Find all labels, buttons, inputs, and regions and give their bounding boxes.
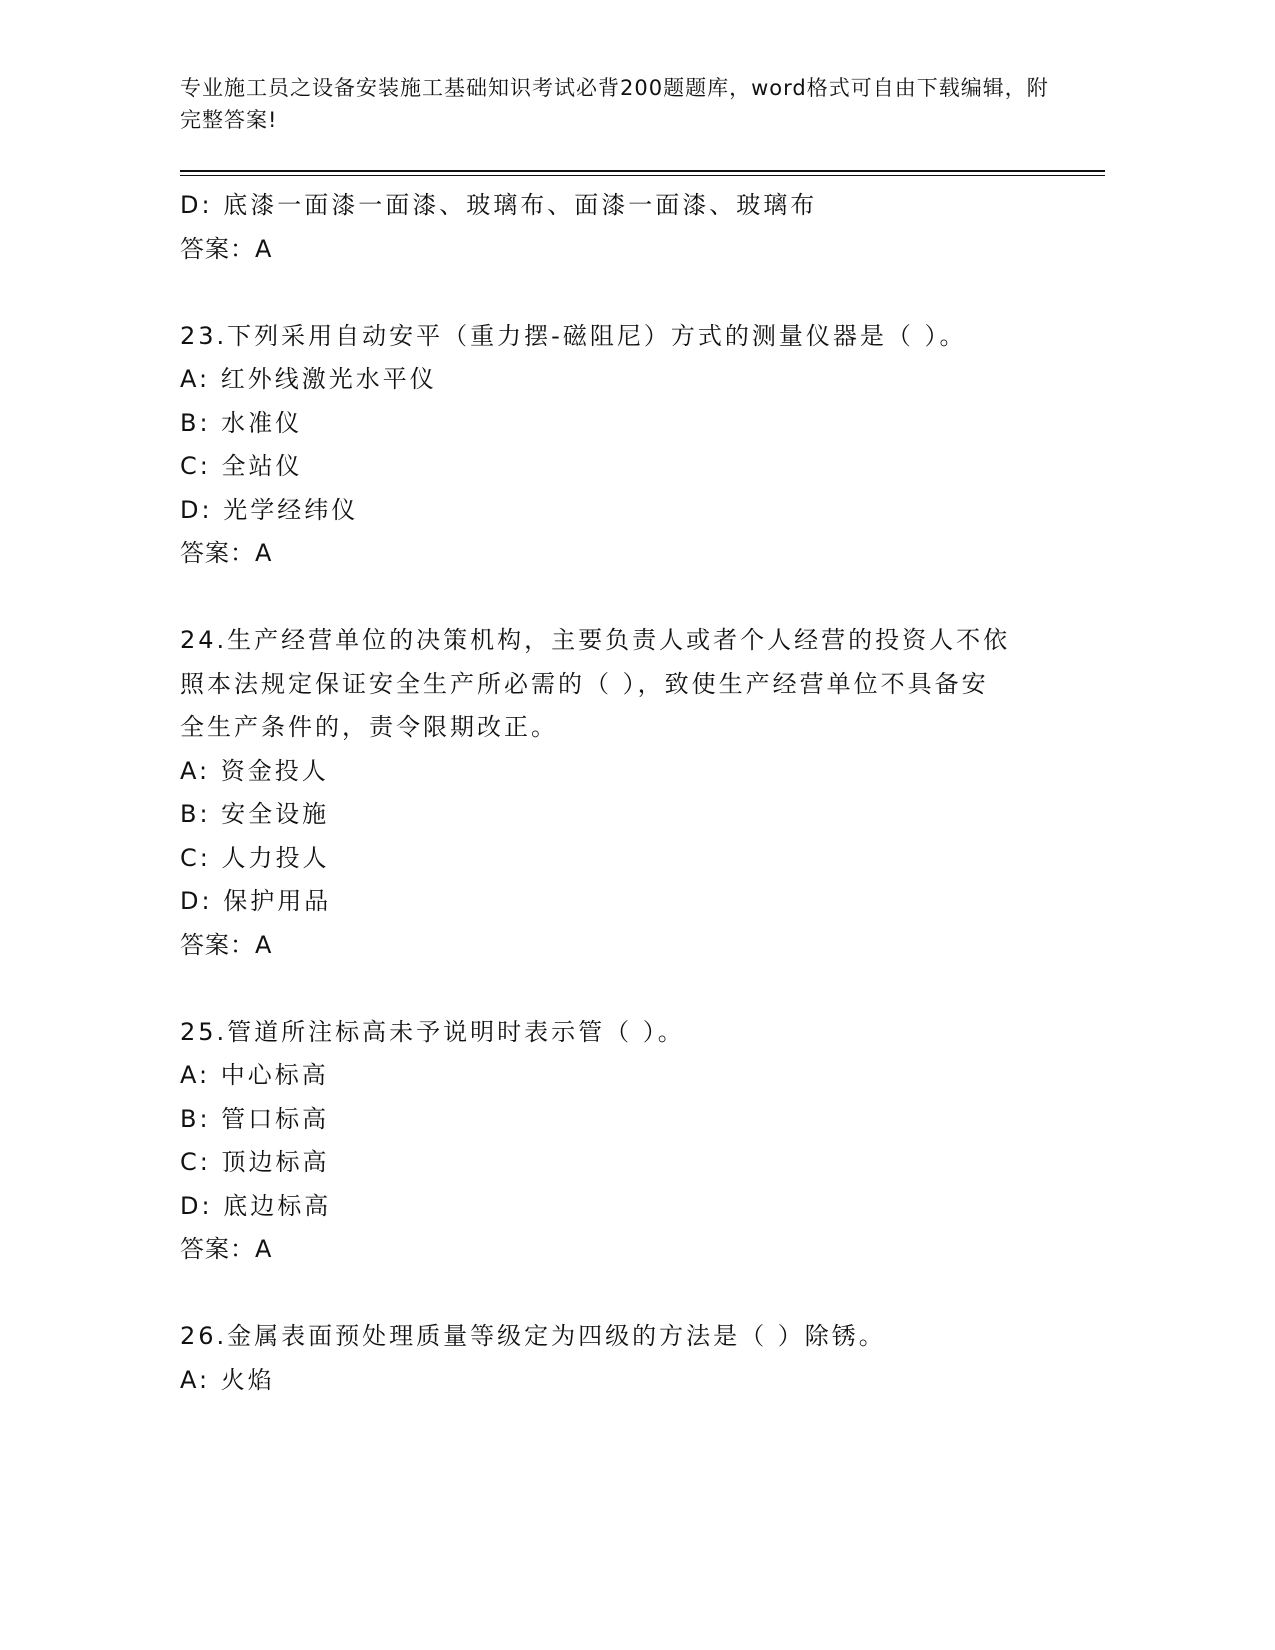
- question-24: [180, 619, 1050, 967]
- spacer: [180, 271, 1050, 315]
- spacer: [180, 576, 1050, 620]
- option-b: B: 安全设施: [180, 800, 330, 828]
- spacer: [180, 1272, 1050, 1316]
- question-stem-line-1: 24.生产经营单位的决策机构，主要负责人或者个人经营的投资人不依: [180, 626, 1011, 654]
- option-a: A: 资金投人: [180, 756, 329, 785]
- answer-line: 答案：A: [180, 1235, 273, 1263]
- option-b: B: 管口标高: [180, 1104, 330, 1133]
- header-divider: [180, 170, 1105, 172]
- question-stem: 23.下列采用自动安平（重力摆-磁阻尼）方式的测量仪器是（ ）。: [180, 321, 967, 350]
- option-c: C: 顶边标高: [180, 1148, 330, 1176]
- question-stem-line-2: 照本法规定保证安全生产所必需的（ ），致使生产经营单位不具备安: [180, 669, 989, 698]
- option-d: D: 光学经纬仪: [180, 495, 359, 524]
- question-25: [180, 1011, 1050, 1272]
- option-c: C: 人力投人: [180, 843, 330, 872]
- document-header: [180, 72, 1050, 136]
- option-b: B: 水准仪: [180, 408, 303, 437]
- spacer: [180, 967, 1050, 1011]
- option-c: C: 全站仪: [180, 452, 303, 480]
- question-26: [180, 1315, 1050, 1402]
- answer-line: 答案：A: [180, 234, 273, 263]
- question-list: [180, 184, 1050, 1402]
- option-d: D: 底漆一面漆一面漆、玻璃布、面漆一面漆、玻璃布: [180, 191, 818, 219]
- option-a: A: 火焰: [180, 1365, 275, 1394]
- option-d: D: 底边标高: [180, 1191, 332, 1220]
- answer-line: 答案：A: [180, 930, 273, 959]
- option-a: A: 中心标高: [180, 1061, 329, 1089]
- option-d: D: 保护用品: [180, 887, 332, 915]
- question-23: [180, 315, 1050, 576]
- header-title: 专业施工员之设备安装施工基础知识考试必背200题题库，word格式可自由下载编辑，附完整答案!: [180, 76, 1049, 132]
- question-stem: 25.管道所注标高未予说明时表示管（ ）。: [180, 1017, 685, 1046]
- question-stem: 26.金属表面预处理质量等级定为四级的方法是（ ）除锈。: [180, 1322, 886, 1350]
- answer-line: 答案：A: [180, 539, 273, 567]
- header-divider-thin: [180, 175, 1105, 176]
- option-a: A: 红外线激光水平仪: [180, 365, 437, 393]
- question-stem-line-3: 全生产条件的，责令限期改正。: [180, 713, 558, 741]
